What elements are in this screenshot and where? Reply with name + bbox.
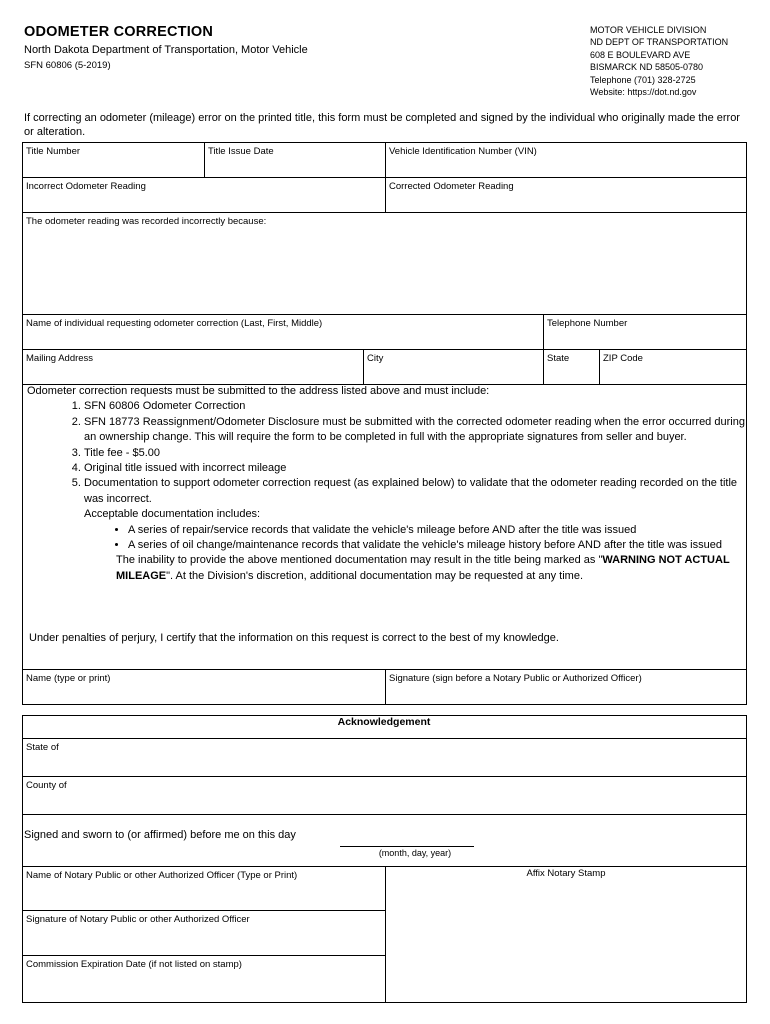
form-number: SFN 60806 (5-2019): [24, 60, 111, 71]
notary-stamp-label: Affix Notary Stamp: [526, 868, 606, 879]
signature-field[interactable]: [385, 669, 747, 705]
agency-website: Website: https://dot.nd.gov: [590, 87, 697, 98]
commission-date-label: Commission Expiration Date (if not listed on stamp): [26, 959, 242, 970]
form-subtitle: North Dakota Department of Transportation, Motor Vehicle: [24, 44, 308, 56]
list-item: 3. Title fee - $5.00: [84, 446, 746, 461]
notary-stamp-area: [385, 866, 747, 1003]
name-print-field[interactable]: [22, 669, 386, 705]
notary-signature-label: Signature of Notary Public or other Authorized Officer: [26, 914, 250, 925]
vin-field[interactable]: [385, 142, 747, 178]
sworn-date-line[interactable]: [340, 846, 474, 847]
reason-label: The odometer reading was recorded incorrectly because:: [26, 216, 267, 227]
corrected-reading-label: Corrected Odometer Reading: [389, 181, 514, 192]
warning-bold: WARNING NOT ACTUAL MILEAGE: [116, 554, 730, 582]
corrected-reading-field[interactable]: [385, 177, 747, 213]
title-issue-date-field[interactable]: [204, 142, 386, 178]
agency-line: 608 E BOULEVARD AVE: [590, 49, 691, 60]
list-item: 2. SFN 18773 Reassignment/Odometer Disclosure must be submitted with the corrected odometer reading when the error occurred during an ownership change. This will require the form to be completed in full with the appropriate signatures from seller and buyer.: [84, 415, 746, 446]
warning-pre: The inability to provide the above mentioned documentation may result in the title being marked as ": [116, 554, 603, 567]
commission-date-field[interactable]: [22, 955, 386, 1003]
notary-name-field[interactable]: [22, 866, 386, 911]
zip-field[interactable]: [599, 349, 747, 385]
title-issue-date-label: Title Issue Date: [208, 146, 274, 157]
agency-line: ND DEPT OF TRANSPORTATION: [590, 37, 729, 48]
requester-name-field[interactable]: [22, 314, 544, 350]
notary-name-label: Name of Notary Public or other Authorized Officer (Type or Print): [26, 870, 298, 881]
warning-post: ". At the Division's discretion, additional documentation may be requested at any time.: [166, 569, 584, 582]
list-item: 1. SFN 60806 Odometer Correction: [84, 399, 746, 414]
county-of-field[interactable]: [22, 776, 747, 815]
list-item: • A series of repair/service records that validate the vehicle's mileage before AND after the title was issued: [128, 523, 746, 538]
incorrect-reading-label: Incorrect Odometer Reading: [26, 181, 146, 192]
incorrect-reading-field[interactable]: [22, 177, 386, 213]
instructions-lead: Odometer correction requests must be submitted to the address listed above and must include:: [27, 385, 490, 397]
requirements-list: [24, 399, 746, 507]
city-label: City: [367, 353, 384, 364]
list-item: • A series of oil change/maintenance records that validate the vehicle's mileage history before AND after the title was issued: [128, 538, 746, 553]
notary-signature-field[interactable]: [22, 910, 386, 956]
state-field[interactable]: [543, 349, 600, 385]
sworn-statement: Signed and sworn to (or affirmed) before me on this day: [24, 829, 296, 841]
mailing-address-label: Mailing Address: [26, 353, 94, 364]
state-label: State: [547, 353, 570, 364]
telephone-field[interactable]: [543, 314, 747, 350]
agency-line: BISMARCK ND 58505-0780: [590, 62, 704, 73]
agency-address: [590, 24, 728, 98]
warning-text: [24, 553, 746, 584]
intro-text: If correcting an odometer (mileage) error on the printed title, this form must be completed and signed by the individual who originally made the error or alteration.: [24, 112, 740, 138]
telephone-label: Telephone Number: [547, 318, 628, 329]
agency-line: Telephone (701) 328-2725: [590, 74, 696, 85]
acknowledgement-title: Acknowledgement: [337, 716, 431, 728]
reason-field[interactable]: [22, 212, 747, 315]
requester-name-label: Name of individual requesting odometer correction (Last, First, Middle): [26, 318, 323, 329]
form-title: ODOMETER CORRECTION: [24, 24, 214, 40]
state-of-label: State of: [26, 742, 59, 753]
title-number-label: Title Number: [26, 146, 81, 157]
documentation-bullets: [24, 523, 746, 554]
signature-label: Signature (sign before a Notary Public or Authorized Officer): [389, 673, 642, 684]
zip-label: ZIP Code: [603, 353, 643, 364]
list-item: 5. Documentation to support odometer correction request (as explained below) to validate that the odometer reading recorded on the title was incorrect.: [84, 476, 746, 507]
county-of-label: County of: [26, 780, 67, 791]
mailing-address-field[interactable]: [22, 349, 364, 385]
agency-line: MOTOR VEHICLE DIVISION: [590, 25, 707, 35]
name-print-label: Name (type or print): [26, 673, 111, 684]
sworn-date-hint: (month, day, year): [378, 848, 452, 858]
perjury-statement: Under penalties of perjury, I certify that the information on this request is correct to the best of my knowledge.: [29, 632, 559, 644]
state-of-field[interactable]: [22, 738, 747, 777]
title-number-field[interactable]: [22, 142, 205, 178]
list-item: 4. Original title issued with incorrect mileage: [84, 461, 746, 476]
vin-label: Vehicle Identification Number (VIN): [389, 146, 537, 157]
city-field[interactable]: [363, 349, 544, 385]
acceptable-documentation-label: Acceptable documentation includes:: [84, 508, 261, 521]
instructions: [24, 384, 746, 584]
